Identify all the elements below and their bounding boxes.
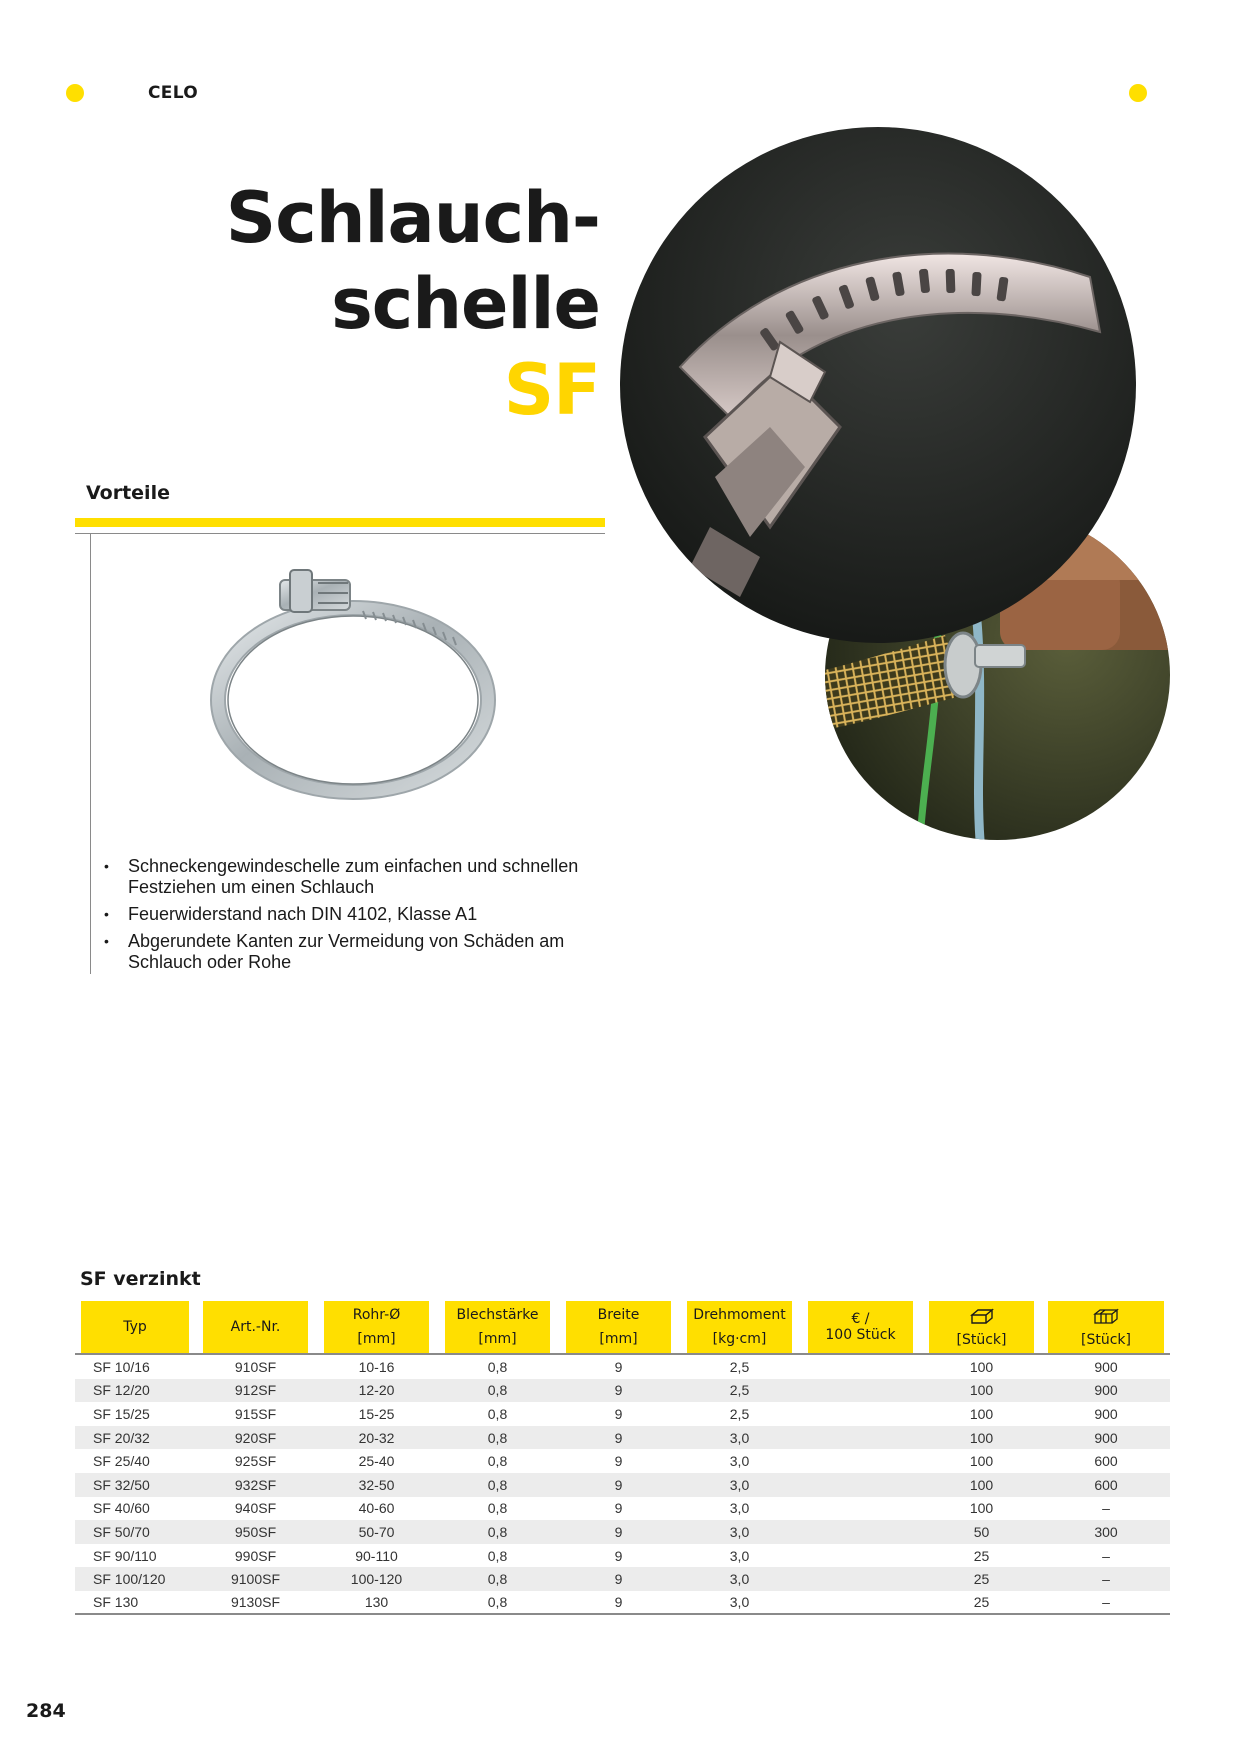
cell-rohr-diameter: 15-25 xyxy=(358,1405,395,1422)
cell-drehmoment: 3,0 xyxy=(679,1520,800,1544)
cell-blechstaerke: 0,8 xyxy=(437,1591,558,1615)
cell-art-nr: 915SF xyxy=(234,1405,277,1422)
table-row xyxy=(75,1520,1170,1544)
cell-blechstaerke: 0,8 xyxy=(487,1500,508,1517)
hose-clamp-product-image xyxy=(198,555,508,805)
cell-pack-large: 900 xyxy=(1042,1379,1170,1403)
cell-drehmoment: 2,5 xyxy=(729,1405,750,1422)
cell-pack-large: 900 xyxy=(1094,1405,1118,1422)
title-line-1: Schlauch- xyxy=(225,177,600,259)
cell-pack-small: 100 xyxy=(969,1405,994,1422)
section-vertical-rule xyxy=(90,534,91,974)
table-row xyxy=(75,1473,1170,1497)
cell-pack-small: 25 xyxy=(921,1567,1042,1591)
cell-price xyxy=(800,1426,921,1450)
cell-typ: SF 15/25 xyxy=(93,1405,150,1422)
table-row xyxy=(75,1379,1170,1403)
cell-art-nr: 990SF xyxy=(234,1547,277,1564)
cell-breite: 9 xyxy=(614,1358,623,1375)
table-row xyxy=(75,1591,1170,1615)
brand-label: CELO xyxy=(148,83,198,103)
cell-typ: SF 20/32 xyxy=(75,1426,195,1450)
cell-rohr-diameter: 20-32 xyxy=(316,1426,437,1450)
cell-rohr-diameter: 50-70 xyxy=(316,1520,437,1544)
col-header-blech: Blechstärke [mm] xyxy=(437,1301,558,1355)
cell-pack-large: 900 xyxy=(1042,1426,1170,1450)
cell-typ: SF 90/110 xyxy=(93,1547,157,1564)
cell-price xyxy=(800,1379,921,1403)
cell-art-nr: 9100SF xyxy=(195,1567,316,1591)
table-row xyxy=(75,1402,1170,1426)
cell-pack-small: 25 xyxy=(921,1591,1042,1615)
cell-breite: 9 xyxy=(558,1591,679,1615)
col-header-pack-large: [Stück] xyxy=(1042,1301,1170,1355)
cell-pack-large: – xyxy=(1102,1500,1110,1517)
col-header-typ: Typ xyxy=(75,1301,195,1355)
cell-pack-small: 100 xyxy=(921,1379,1042,1403)
cell-price xyxy=(800,1449,921,1473)
cell-pack-large: 900 xyxy=(1094,1358,1118,1375)
advantage-item: • Schneckengewindeschelle zum einfachen und schnellen Festziehen um einen Schlauch xyxy=(104,856,624,898)
page-title xyxy=(226,175,600,433)
cell-blechstaerke: 0,8 xyxy=(487,1405,508,1422)
cell-rohr-diameter: 40-60 xyxy=(358,1500,395,1517)
cell-drehmoment: 3,0 xyxy=(729,1453,750,1470)
cell-drehmoment: 3,0 xyxy=(679,1567,800,1591)
cell-pack-large: – xyxy=(1042,1567,1170,1591)
heading-divider xyxy=(75,533,605,534)
advantage-item: • Feuerwiderstand nach DIN 4102, Klasse A1 xyxy=(104,904,624,925)
cell-art-nr: 910SF xyxy=(234,1358,277,1375)
heading-accent-bar xyxy=(75,518,605,527)
cell-price xyxy=(800,1591,921,1615)
col-header-breite: Breite [mm] xyxy=(558,1301,679,1355)
cell-pack-small: 100 xyxy=(921,1473,1042,1497)
cell-typ: SF 130 xyxy=(75,1591,195,1615)
cell-drehmoment: 3,0 xyxy=(679,1591,800,1615)
cell-breite: 9 xyxy=(614,1500,623,1517)
cell-pack-small: 25 xyxy=(973,1547,990,1564)
cell-pack-small: 100 xyxy=(921,1426,1042,1450)
title-line-2: schelle xyxy=(331,263,600,345)
cell-breite: 9 xyxy=(614,1547,623,1564)
cell-breite: 9 xyxy=(558,1379,679,1403)
clamp-on-hose-photo-large xyxy=(620,127,1136,643)
cell-breite: 9 xyxy=(558,1567,679,1591)
table-row xyxy=(75,1567,1170,1591)
cell-typ: SF 40/60 xyxy=(93,1500,150,1517)
cell-drehmoment: 3,0 xyxy=(729,1547,750,1564)
cell-blechstaerke: 0,8 xyxy=(487,1547,508,1564)
cell-blechstaerke: 0,8 xyxy=(437,1520,558,1544)
cell-price xyxy=(800,1544,921,1568)
table-title: SF verzinkt xyxy=(80,1268,201,1290)
table-row xyxy=(75,1426,1170,1450)
cell-pack-large: 600 xyxy=(1094,1453,1118,1470)
cell-typ: SF 10/16 xyxy=(93,1358,150,1375)
cell-breite: 9 xyxy=(614,1405,623,1422)
cell-pack-small: 100 xyxy=(969,1358,994,1375)
cell-typ: SF 25/40 xyxy=(93,1453,150,1470)
cell-breite: 9 xyxy=(614,1453,623,1470)
advantages-heading: Vorteile xyxy=(86,482,170,504)
table-header-row xyxy=(75,1301,1170,1355)
cell-blechstaerke: 0,8 xyxy=(437,1379,558,1403)
col-header-rohr: Rohr-Ø [mm] xyxy=(316,1301,437,1355)
cell-drehmoment: 3,0 xyxy=(729,1500,750,1517)
cell-art-nr: 932SF xyxy=(195,1473,316,1497)
advantages-list xyxy=(104,856,624,979)
cell-price xyxy=(800,1520,921,1544)
cell-price xyxy=(800,1473,921,1497)
large-box-icon xyxy=(1092,1307,1120,1325)
col-header-pack-small: [Stück] xyxy=(921,1301,1042,1355)
small-box-icon xyxy=(969,1307,995,1325)
cell-blechstaerke: 0,8 xyxy=(437,1567,558,1591)
cell-drehmoment: 2,5 xyxy=(729,1358,750,1375)
cell-rohr-diameter: 25-40 xyxy=(358,1453,395,1470)
cell-price xyxy=(800,1402,921,1426)
cell-blechstaerke: 0,8 xyxy=(487,1453,508,1470)
cell-pack-large: 600 xyxy=(1042,1473,1170,1497)
col-header-art: Art.-Nr. xyxy=(195,1301,316,1355)
cell-art-nr: 940SF xyxy=(234,1500,277,1517)
cell-art-nr: 920SF xyxy=(195,1426,316,1450)
cell-art-nr: 925SF xyxy=(234,1453,277,1470)
cell-pack-small: 50 xyxy=(921,1520,1042,1544)
table-row xyxy=(75,1544,1170,1568)
col-header-price: € / 100 Stück xyxy=(800,1301,921,1355)
cell-price xyxy=(800,1355,921,1379)
cell-art-nr: 912SF xyxy=(195,1379,316,1403)
table-row xyxy=(75,1449,1170,1473)
cell-rohr-diameter: 90-110 xyxy=(355,1547,398,1564)
cell-typ: SF 50/70 xyxy=(75,1520,195,1544)
cell-rohr-diameter: 32-50 xyxy=(316,1473,437,1497)
cell-breite: 9 xyxy=(558,1426,679,1450)
cell-rohr-diameter: 130 xyxy=(316,1591,437,1615)
cell-rohr-diameter: 100-120 xyxy=(316,1567,437,1591)
cell-art-nr: 950SF xyxy=(195,1520,316,1544)
cell-pack-small: 100 xyxy=(969,1500,994,1517)
page-number: 284 xyxy=(26,1700,66,1722)
cell-pack-large: 300 xyxy=(1042,1520,1170,1544)
cell-rohr-diameter: 10-16 xyxy=(358,1358,395,1375)
cell-drehmoment: 3,0 xyxy=(679,1426,800,1450)
cell-pack-large: – xyxy=(1042,1591,1170,1615)
spec-table xyxy=(75,1301,1170,1615)
cell-pack-small: 100 xyxy=(969,1453,994,1470)
cell-drehmoment: 2,5 xyxy=(679,1379,800,1403)
advantage-item: • Abgerundete Kanten zur Vermeidung von Schäden am Schlauch oder Rohe xyxy=(104,931,624,973)
cell-pack-large: – xyxy=(1102,1547,1110,1564)
cell-price xyxy=(800,1567,921,1591)
cell-rohr-diameter: 12-20 xyxy=(316,1379,437,1403)
cell-blechstaerke: 0,8 xyxy=(437,1473,558,1497)
cell-blechstaerke: 0,8 xyxy=(437,1426,558,1450)
cell-blechstaerke: 0,8 xyxy=(487,1358,508,1375)
cell-art-nr: 9130SF xyxy=(195,1591,316,1615)
decor-dot-right xyxy=(1129,84,1147,102)
cell-breite: 9 xyxy=(558,1473,679,1497)
cell-typ: SF 12/20 xyxy=(75,1379,195,1403)
col-header-dreh: Drehmoment [kg·cm] xyxy=(679,1301,800,1355)
decor-dot-left xyxy=(66,84,84,102)
table-row xyxy=(75,1497,1170,1521)
cell-typ: SF 32/50 xyxy=(75,1473,195,1497)
cell-breite: 9 xyxy=(558,1520,679,1544)
title-line-3: SF xyxy=(503,349,600,431)
cell-typ: SF 100/120 xyxy=(75,1567,195,1591)
table-row xyxy=(75,1355,1170,1379)
cell-drehmoment: 3,0 xyxy=(679,1473,800,1497)
cell-price xyxy=(800,1497,921,1521)
